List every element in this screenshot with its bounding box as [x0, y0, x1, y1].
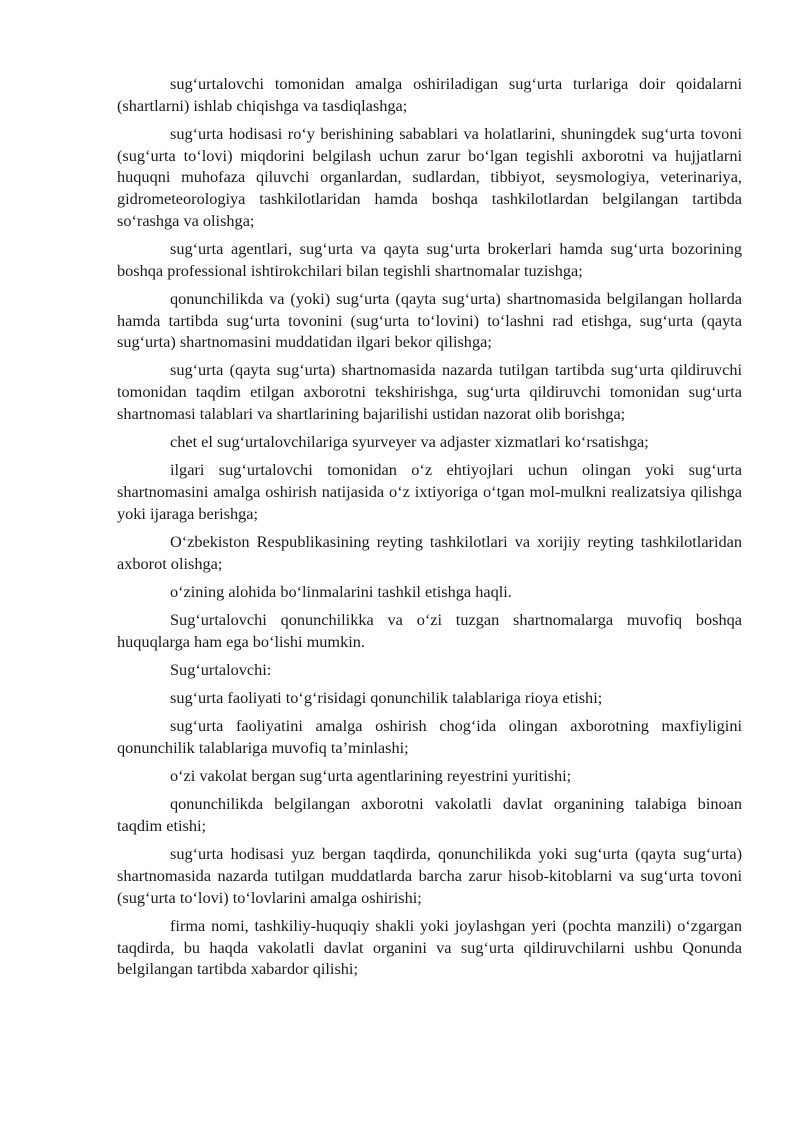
- paragraph: Sug‘urtalovchi:: [170, 659, 272, 679]
- paragraph: ilgari sug‘urtalovchi tomonidan o‘z ehtiyojlari uchun olingan yoki sug‘urta shartnomasini amalga oshirish natijasida o‘z ixtiyoriga o‘tgan mol-mulkni realizatsiya qilishga yoki ijaraga berishga;: [117, 460, 742, 523]
- paragraph: chet el sug‘urtalovchilariga syurveyer va adjaster xizmatlari ko‘rsatishga;: [170, 432, 649, 452]
- paragraph: sug‘urta hodisasi ro‘y berishining sabablari va holatlarini, shuningdek sug‘urta tovoni (sug‘urta to‘lovi) miqdorini belgilash uchun zarur bo‘lgan tegishli axborotni va hujjatlarni huquqni muhofaza qiluvchi organlardan, sudlardan, tibbiyot, seysmologiya, veterinariya, gidrometeorologiya tashkilotlaridan hamda boshqa tashkilotlardan belgilangan tartibda so‘rashga va olishga;: [117, 123, 742, 230]
- paragraph: qonunchilikda va (yoki) sug‘urta (qayta sug‘urta) shartnomasida belgilangan hollarda hamda tartibda sug‘urta tovonini (sug‘urta to‘lovini) to‘lashni rad etishga, sug‘urta (qayta sug‘urta) shartnomasini muddatidan ilgari bekor qilishga;: [117, 288, 742, 352]
- paragraph: sug‘urta (qayta sug‘urta) shartnomasida nazarda tutilgan tartibda sug‘urta qildiruvchi tomonidan taqdim etilgan axborotni tekshirishga, sug‘urta qildiruvchi tomonidan sug‘urta shartnomasi talablari va shartlarining bajarilishi ustidan nazorat olib borishga;: [117, 360, 742, 423]
- paragraph: sug‘urta hodisasi yuz bergan taqdirda, qonunchilikda yoki sug‘urta (qayta sug‘urta) shartnomasida nazarda tutilgan muddatlarda barcha zarur hisob-kitoblarni va sug‘urta tovoni (sug‘urta to‘lovi) to‘lovlarini amalga oshirishi;: [117, 844, 742, 907]
- paragraph: o‘zi vakolat bergan sug‘urta agentlarining reyestrini yuritishi;: [170, 766, 572, 786]
- paragraph: sug‘urta agentlari, sug‘urta va qayta sug‘urta brokerlari hamda sug‘urta bozorining boshqa professional ishtirokchilari bilan tegishli shartnomalar tuzishga;: [117, 238, 742, 280]
- document-page: [117, 73, 742, 987]
- paragraph: o‘zining alohida bo‘linmalarini tashkil etishga haqli.: [170, 581, 512, 601]
- paragraph: sug‘urta faoliyatini amalga oshirish chog‘ida olingan axborotning maxfiyligini qonunchilik talablariga muvofiq ta’minlashi;: [117, 716, 742, 757]
- paragraph: sug‘urta faoliyati to‘g‘risidagi qonunchilik talablariga rioya etishi;: [170, 688, 603, 708]
- paragraph: O‘zbekiston Respublikasining reyting tashkilotlari va xorijiy reyting tashkilotlaridan axborot olishga;: [117, 531, 742, 573]
- paragraph: Sug‘urtalovchi qonunchilikka va o‘zi tuzgan shartnomalarga muvofiq boshqa huquqlarga ham ega bo‘lishi mumkin.: [117, 609, 742, 651]
- paragraph: firma nomi, tashkiliy-huquqiy shakli yoki joylashgan yeri (pochta manzili) o‘zgargan taqdirda, bu haqda vakolatli davlat organini va sug‘urta qildiruvchilarni ushbu Qonunda belgilangan tartibda xabardor qilishi;: [117, 915, 742, 979]
- paragraph: sug‘urtalovchi tomonidan amalga oshiriladigan sug‘urta turlariga doir qoidalarni (shartlarni) ishlab chiqishga va tasdiqlashga;: [117, 74, 742, 115]
- paragraph: qonunchilikda belgilangan axborotni vakolatli davlat organining talabiga binoan taqdim etishi;: [117, 794, 742, 836]
